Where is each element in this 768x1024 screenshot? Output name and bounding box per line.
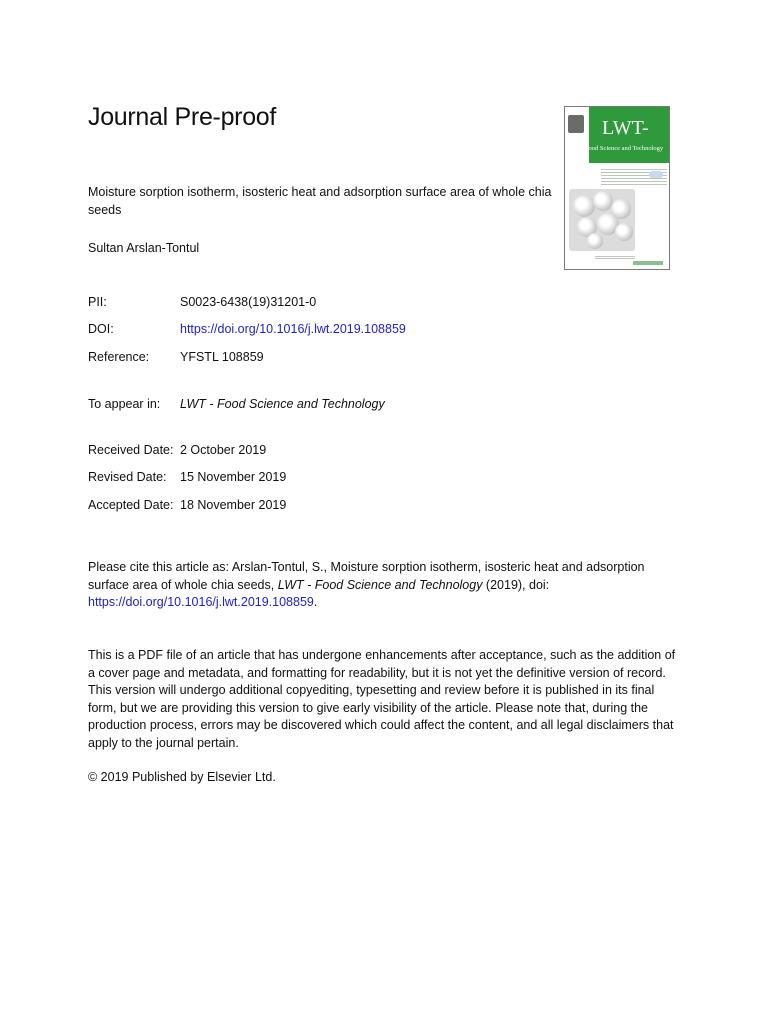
elsevier-tree-icon: [568, 115, 584, 133]
date-row-received: [88, 441, 266, 459]
cover-subtitle: Food Science and Technology: [584, 145, 664, 152]
meta-row-pii: [88, 293, 316, 311]
cover-footer-mark: [633, 261, 663, 265]
meta-row-reference: [88, 348, 264, 366]
citation-middle: (2019), doi:: [482, 577, 550, 592]
citation-doi-link[interactable]: https://doi.org/10.1016/j.lwt.2019.108859: [88, 595, 314, 609]
doi-link[interactable]: https://doi.org/10.1016/j.lwt.2019.108859: [180, 322, 406, 336]
copyright-line: © 2019 Published by Elsevier Ltd.: [88, 770, 276, 784]
date-row-revised: [88, 468, 286, 486]
date-label: Received Date:: [88, 443, 174, 457]
meta-label: PII:: [88, 295, 107, 309]
appear-label: To appear in:: [88, 397, 161, 411]
cover-footer-lines: [595, 255, 635, 260]
date-value: 15 November 2019: [180, 470, 287, 484]
cover-brand: LWT-: [602, 117, 649, 139]
meta-value: YFSTL 108859: [180, 350, 264, 364]
citation-prefix: Please cite this article as: Arslan-Tontul, S., Moisture sorption isotherm, isosteric heat and adsorption surface area of whole chia seeds,: [88, 560, 645, 592]
citation-journal: LWT - Food Science and Technology: [277, 577, 483, 592]
meta-row-doi: [88, 320, 406, 338]
citation-paragraph: [88, 559, 668, 612]
cover-seed-image: [569, 189, 635, 251]
meta-value: S0023-6438(19)31201-0: [180, 295, 317, 309]
date-value: 18 November 2019: [180, 498, 287, 512]
date-value: 2 October 2019: [180, 443, 267, 457]
citation-suffix: .: [313, 595, 318, 609]
date-label: Revised Date:: [88, 470, 167, 484]
date-label: Accepted Date:: [88, 498, 174, 512]
meta-label: Reference:: [88, 350, 150, 364]
page-title: Journal Pre-proof: [88, 103, 277, 131]
author-name: Sultan Arslan-Tontul: [88, 241, 200, 255]
appear-journal: LWT - Food Science and Technology: [180, 397, 385, 411]
journal-cover: [564, 106, 670, 270]
meta-label: DOI:: [88, 322, 114, 336]
cover-badge: [649, 171, 663, 178]
notice-paragraph: This is a PDF file of an article that has undergone enhancements after acceptance, such as the addition of a cover page and metadata, and formatting for readability, but it is not yet the definitive version of record. This version will undergo additional copyediting, typesetting and review before it is published in its final form, but we are providing this version to give early visibility of the article. Please note that, during the production process, errors may be discovered which could affect the content, and all legal disclaimers that apply to the journal pertain.: [88, 648, 676, 750]
date-row-accepted: [88, 496, 286, 514]
article-title: Moisture sorption isotherm, isosteric heat and adsorption surface area of whole chia seeds: [88, 185, 552, 217]
appear-row: [88, 395, 385, 413]
